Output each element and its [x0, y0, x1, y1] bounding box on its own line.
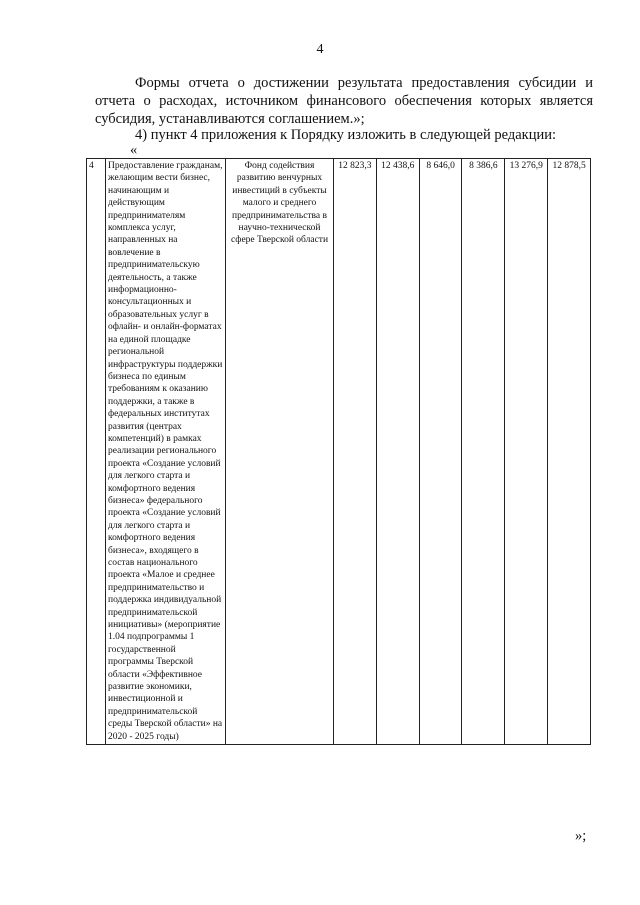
- value-cell-2: 12 438,6: [376, 159, 419, 745]
- subsidy-table: [86, 158, 591, 745]
- value-cell-1: 12 823,3: [334, 159, 377, 745]
- row-number-cell: 4: [87, 159, 106, 745]
- close-quote: »;: [575, 828, 587, 844]
- paragraph-amendment-item-4: 4) пункт 4 приложения к Порядку изложить в следующей редакции:: [135, 127, 556, 143]
- open-quote: «: [130, 142, 138, 158]
- paragraph-report-forms: Формы отчета о достижении результата предоставления субсидии и отчета о расходах, источником финансового обеспечения которых является субсидия, устанавливаются соглашением.»;: [95, 75, 593, 127]
- value-cell-6: 12 878,5: [548, 159, 591, 745]
- page-number: 4: [316, 42, 324, 57]
- recipient-fund-cell: Фонд содействия развитию венчурных инвестиций в субъекты малого и среднего предпринимательства в научно-технической сфере Тверской области: [226, 159, 334, 745]
- value-cell-4: 8 386,6: [462, 159, 505, 745]
- value-cell-3: 8 646,0: [419, 159, 462, 745]
- value-cell-5: 13 276,9: [505, 159, 548, 745]
- measure-description-cell: Предоставление гражданам, желающим вести бизнес, начинающим и действующим предпринимателям комплекса услуг, направленных на вовлечение в предпринимательскую деятельность, а также информационно-консультационных и образовательных услуг в офлайн- и онлайн-форматах на единой площадке региональной инфраструктуры поддержки бизнеса по единым требованиям к оказанию поддержки, а также в федеральных институтах развития (центрах компетенций) в рамках реализации регионального проекта «Создание условий для легкого старта и комфортного ведения бизнеса» федерального проекта «Создание условий для легкого старта и комфортного ведения бизнеса», входящего в состав национального проекта «Малое и среднее предпринимательство и поддержка индивидуальной предпринимательской инициативы» (мероприятие 1.04 подпрограммы 1 государственной программы Тверской области «Эффективное развитие экономики, инвестиционной и предпринимательской среды Тверской области» на 2020 - 2025 годы): [106, 159, 226, 745]
- table-row: [87, 159, 591, 745]
